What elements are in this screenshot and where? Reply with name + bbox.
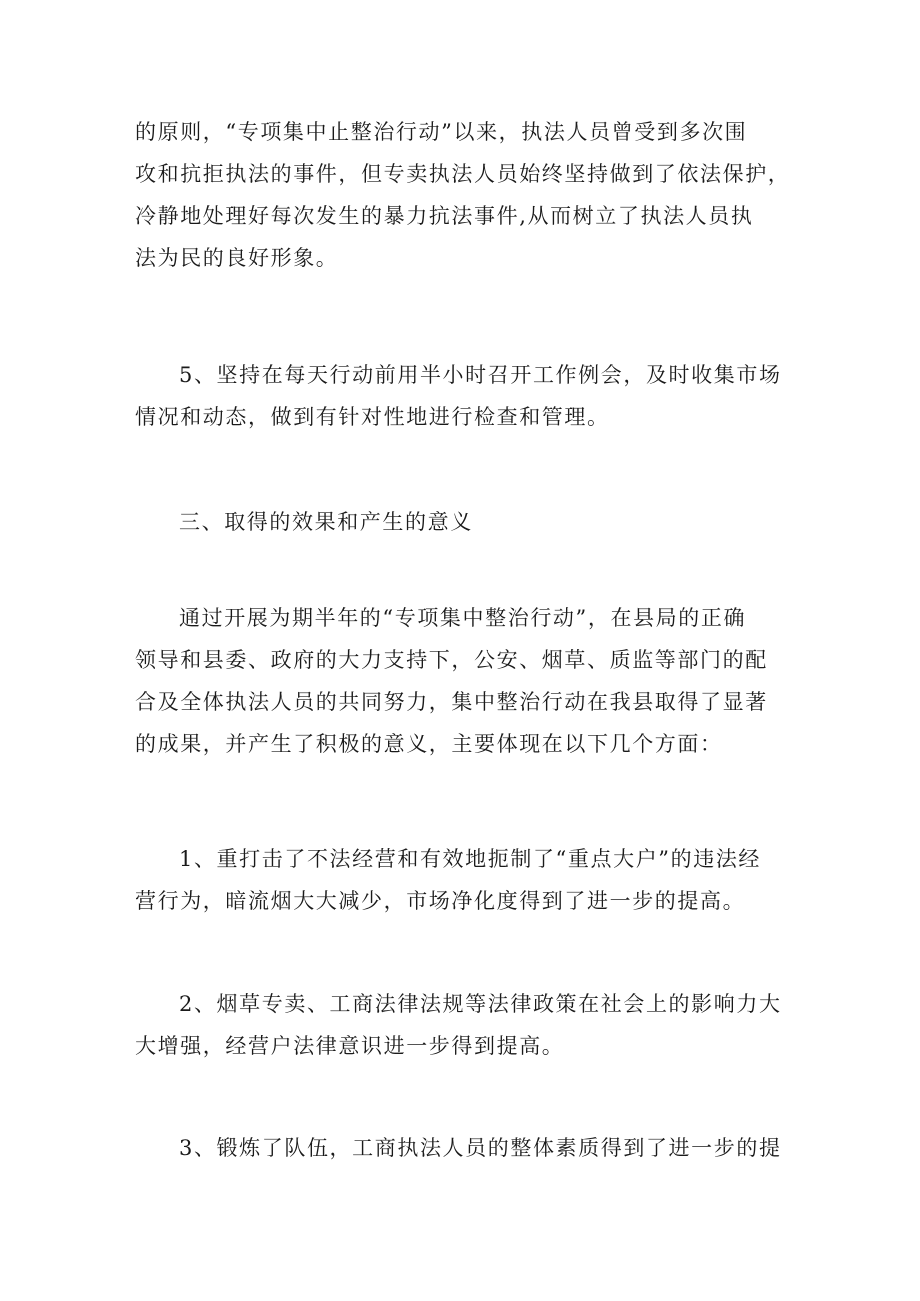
- text-line: 1、重打击了不法经营和有效地扼制了“重点大户”的违法经: [179, 847, 762, 871]
- text-line: 2、烟草专卖、工商法律法规等法律政策在社会上的影响力大: [179, 992, 782, 1016]
- text-line: 营行为，暗流烟大大减少，市场净化度得到了进一步的提高。: [135, 889, 746, 913]
- text-line: 领导和县委、政府的大力支持下，公安、烟草、质监等部门的配: [135, 648, 768, 672]
- text-line: 通过开展为期半年的“专项集中整治行动”，在县局的正确: [179, 606, 747, 630]
- text-line: 攻和抗拒执法的事件，但专卖执法人员始终坚持做到了依法保护，: [135, 162, 791, 186]
- text-line: 的原则，“专项集中止整治行动”以来，执法人员曾受到多次围: [135, 120, 748, 144]
- paragraph-item-2: [135, 983, 795, 1067]
- paragraph-item-3: [135, 1127, 795, 1169]
- text-line: 的成果，并产生了积极的意义，主要体现在以下几个方面：: [135, 732, 723, 756]
- paragraph-item-1: [135, 838, 795, 922]
- text-line: 大增强，经营户法律意识进一步得到提高。: [135, 1034, 565, 1058]
- paragraph-item-5: [135, 354, 795, 438]
- paragraph-effects-intro: [135, 597, 795, 765]
- text-line: 情况和动态，做到有针对性地进行检查和管理。: [135, 405, 610, 429]
- text-line: 合及全体执法人员的共同努力，集中整治行动在我县取得了显著: [135, 690, 768, 714]
- text-line: 法为民的良好形象。: [135, 246, 339, 270]
- text-line: 3、锻炼了队伍，工商执法人员的整体素质得到了进一步的提: [179, 1136, 782, 1160]
- text-line: 冷静地处理好每次发生的暴力抗法事件,从而树立了执法人员执: [135, 204, 754, 228]
- heading-text: 三、取得的效果和产生的意义: [179, 510, 473, 534]
- paragraph-principle-continuation: [135, 111, 795, 279]
- text-line: 5、坚持在每天行动前用半小时召开工作例会，及时收集市场: [179, 363, 782, 387]
- section-heading: [135, 501, 795, 543]
